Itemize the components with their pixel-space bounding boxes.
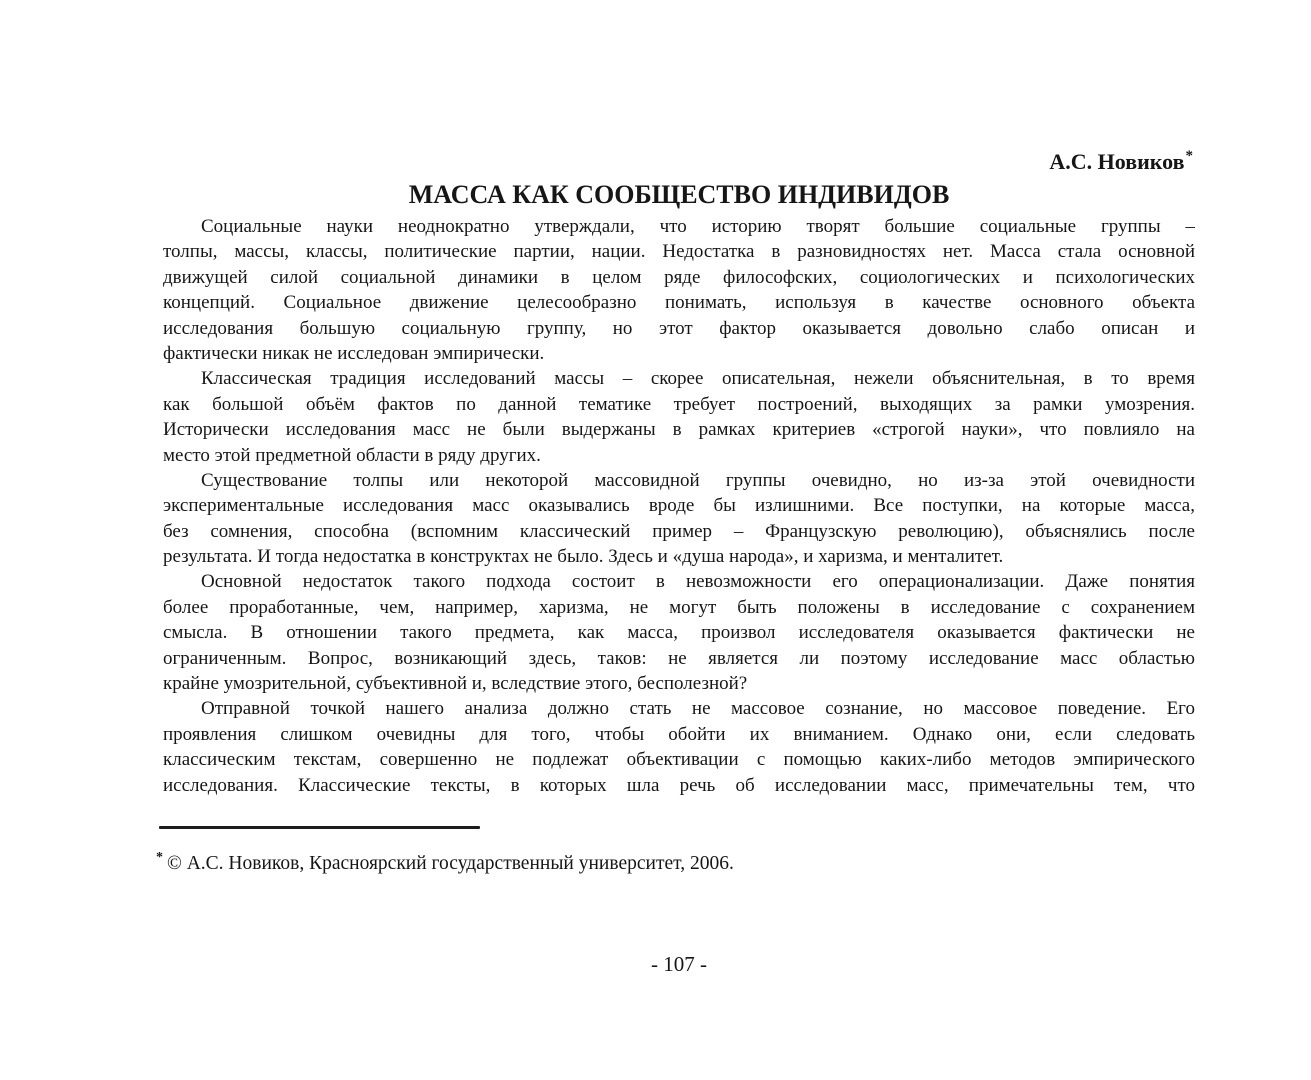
text-line: Классическая традиция исследований массы – скорее описательная, нежели объяснительная, в то время bbox=[201, 368, 1195, 390]
text-line: более проработанные, чем, например, харизма, не могут быть положены в исследование с сохранением bbox=[163, 596, 1195, 618]
text-line: крайне умозрительной, субъективной и, вследствие этого, бесполезной? bbox=[163, 673, 748, 695]
text-line: исследования большую социальную группу, но этот фактор оказывается довольно слабо описан и bbox=[163, 317, 1195, 339]
text-line: Существование толпы или некоторой массовидной группы очевидно, но из-за этой очевидности bbox=[201, 469, 1195, 491]
author-line bbox=[163, 149, 1193, 178]
text-line: место этой предметной области в ряду других. bbox=[163, 444, 541, 466]
text-line: концепций. Социальное движение целесообразно понимать, используя в качестве основного объекта bbox=[163, 292, 1195, 314]
text-line: толпы, массы, классы, политические партии, нации. Недостатка в разновидностях нет. Масса стала основной bbox=[163, 241, 1195, 263]
text-line: результата. И тогда недостатка в конструктах не было. Здесь и «душа народа», и харизма, и менталитет. bbox=[163, 546, 1004, 568]
paragraph bbox=[163, 366, 1195, 468]
text-line: как большой объём фактов по данной тематике требует построений, выходящих за рамки умозрения. bbox=[163, 393, 1195, 415]
paragraph bbox=[163, 569, 1195, 696]
page-title: МАССА КАК СООБЩЕСТВО ИНДИВИДОВ bbox=[408, 180, 950, 209]
text-line: классическим текстам, совершенно не подлежат объективации с помощью каких-либо методов эмпирического bbox=[163, 749, 1195, 771]
text-line: фактически никак не исследован эмпирически. bbox=[163, 342, 545, 364]
author-name: А.С. Новиков bbox=[1049, 149, 1185, 174]
paragraph bbox=[163, 468, 1195, 570]
text-line: экспериментальные исследования масс оказывались вроде бы излишними. Все поступки, на которые масса, bbox=[163, 495, 1195, 517]
text-line: исследования. Классические тексты, в которых шла речь об исследовании масс, примечательны тем, что bbox=[163, 774, 1195, 796]
text-line: движущей силой социальной динамики в целом ряде философских, социологических и психологических bbox=[163, 266, 1195, 288]
author-footnote-mark: * bbox=[1185, 148, 1193, 164]
footnote-mark: * bbox=[156, 850, 163, 865]
page-number: - 107 - bbox=[651, 952, 707, 976]
article-body bbox=[163, 214, 1195, 798]
text-line: ограниченным. Вопрос, возникающий здесь, таков: не является ли поэтому исследование масс областью bbox=[163, 647, 1195, 669]
footnote-text: © А.С. Новиков, Красноярский государственный университет, 2006. bbox=[167, 853, 734, 874]
text-line: без сомнения, способна (вспомним классический пример – Французскую революцию), объяснялись после bbox=[163, 520, 1195, 542]
footnote-rule bbox=[159, 826, 480, 829]
text-line: Отправной точкой нашего анализа должно стать не массовое сознание, но массовое поведение. Его bbox=[201, 698, 1195, 720]
text-line: смысла. В отношении такого предмета, как масса, произвол исследователя оказывается фактически не bbox=[163, 622, 1195, 644]
text-line: Социальные науки неоднократно утверждали, что историю творят большие социальные группы – bbox=[201, 216, 1195, 237]
text-line: проявления слишком очевидны для того, чтобы обойти их вниманием. Однако они, если следовать bbox=[163, 723, 1195, 745]
text-line: Основной недостаток такого подхода состоит в невозможности его операционализации. Даже понятия bbox=[201, 571, 1195, 593]
footnote bbox=[155, 851, 734, 879]
paragraph bbox=[163, 696, 1195, 798]
paragraph bbox=[163, 214, 1195, 366]
text-line: Исторически исследования масс не были выдержаны в рамках критериев «строгой науки», что повлияло на bbox=[163, 419, 1195, 441]
